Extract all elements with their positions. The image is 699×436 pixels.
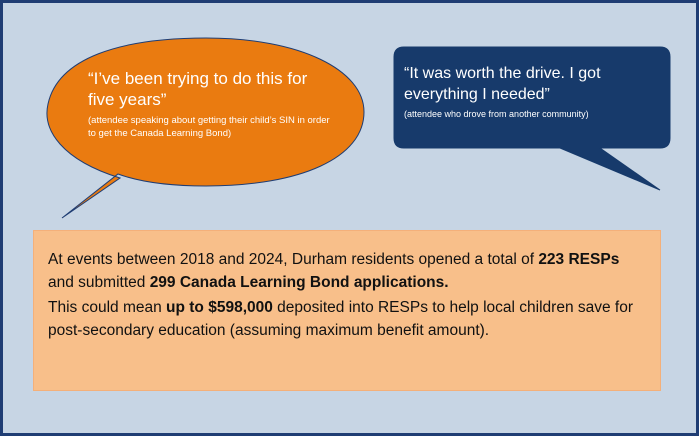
results-paragraph xyxy=(48,248,646,294)
impact-paragraph xyxy=(48,296,646,342)
deposit-amount: up to $598,000 xyxy=(166,299,273,316)
attribution-left: (attendee speaking about getting their child’s SIN in order to get the Canada Learning Bond) xyxy=(88,115,330,139)
quote-left: “I’ve been trying to do this for five years” xyxy=(88,69,308,109)
navy-bubble-text xyxy=(404,63,654,120)
attribution-right: (attendee who drove from another community) xyxy=(404,109,589,119)
results-text: At events between 2018 and 2024, Durham residents opened a total of xyxy=(48,251,539,268)
impact-text: This could mean xyxy=(48,299,167,316)
clb-application-count: 299 Canada Learning Bond applications. xyxy=(149,274,449,291)
resp-count: 223 RESPs xyxy=(538,251,620,268)
quote-right: “It was worth the drive. I got everything I needed” xyxy=(404,65,601,103)
results-text-joiner: and submitted xyxy=(48,274,150,291)
impact-text-tail: deposited into RESPs to help local children save for post-secondary education (assuming maximum benefit amount). xyxy=(48,299,634,339)
orange-bubble-text xyxy=(88,68,338,140)
results-info-box xyxy=(33,230,661,391)
